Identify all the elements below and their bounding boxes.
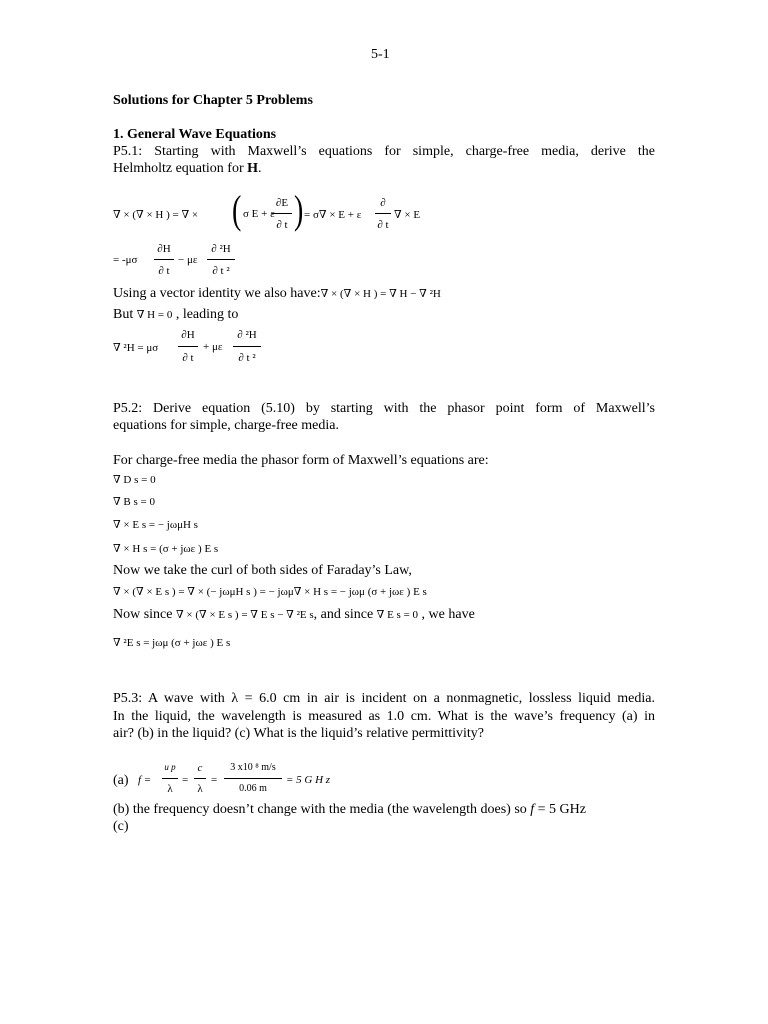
p51-text: Helmholtz equation for xyxy=(113,161,248,176)
eq3-frac2-bar xyxy=(233,346,261,347)
p53-a-frac1-den: λ xyxy=(167,783,173,795)
b-f: f xyxy=(530,802,535,817)
eq1-frac1-bar xyxy=(272,213,292,214)
eq2-frac2-bar xyxy=(207,259,235,260)
p52-since-line xyxy=(113,606,475,624)
eq1-left-paren: ( xyxy=(231,187,242,232)
eq1-lhs: ∇ × (∇ × H ) = ∇ × xyxy=(113,209,199,221)
p52-eq-gauss-d: ∇ D s = 0 xyxy=(113,474,156,486)
since-text1: Now since xyxy=(113,607,176,622)
eq1-frac2-num: ∂ xyxy=(380,197,386,209)
but-text2: , leading to xyxy=(172,307,239,322)
p53-a-label: (a) xyxy=(113,773,129,788)
p53-a-frac3-den: 0.06 m xyxy=(239,783,267,794)
eq2-frac1-num: ∂H xyxy=(157,243,171,255)
eq1-frac2-den: ∂ t xyxy=(377,219,389,231)
eq3-frac1-num: ∂H xyxy=(181,329,195,341)
p51-bold-h: H xyxy=(247,161,259,176)
p51-period: . xyxy=(258,161,262,176)
but-line xyxy=(113,306,238,324)
eq2-frac2-num: ∂ ²H xyxy=(211,243,231,255)
since-eq2: ∇ E s = 0 xyxy=(376,609,419,621)
p53-a-frac3-num: 3 x10 ⁸ m/s xyxy=(230,762,276,773)
b-text2: = 5 GHz xyxy=(534,802,586,817)
p53-a-frac1-bar xyxy=(162,778,178,779)
eq3-frac2-den: ∂ t ² xyxy=(238,352,256,364)
identity-line xyxy=(113,285,441,303)
eq1-frac1-num: ∂E xyxy=(275,197,289,209)
p53-statement-line3: air? (b) in the liquid? (c) What is the liquid’s relative permittivity? xyxy=(113,726,485,741)
eq1-term: σ E + ε xyxy=(243,208,275,220)
page-title: Solutions for Chapter 5 Problems xyxy=(113,93,313,108)
since-text3: , we have xyxy=(418,607,475,622)
p52-statement-line2: equations for simple, charge-free media. xyxy=(113,418,339,433)
eq2-frac1-bar xyxy=(154,259,174,260)
p52-eq-ampere: ∇ × H s = (σ + jωε ) E s xyxy=(113,543,219,555)
p53-a-eq1: = xyxy=(182,774,189,786)
p52-curl-eq: ∇ × (∇ × E s ) = ∇ × (− jωμH s ) = − jωμ∇ × H s = − jωμ (σ + jωε ) E s xyxy=(113,586,427,598)
p53-a-frac2-bar xyxy=(194,778,206,779)
eq3-frac1-bar xyxy=(178,346,198,347)
eq1-tail: ∇ × E xyxy=(394,209,421,221)
since-text2: , and since xyxy=(313,607,377,622)
p53-a-eq2: = xyxy=(211,774,218,786)
p52-final-eq: ∇ ²E s = jωμ (σ + jωε ) E s xyxy=(113,637,231,649)
eq3-frac2-num: ∂ ²H xyxy=(237,329,257,341)
p52-intro: For charge-free media the phasor form of Maxwell’s equations are: xyxy=(113,453,489,468)
eq3-mid: + με xyxy=(203,341,223,353)
p51-statement-line1: P5.1: Starting with Maxwell’s equations for simple, charge-free media, derive the xyxy=(113,144,655,159)
p51-statement-line2 xyxy=(113,160,262,177)
eq2-frac2-den: ∂ t ² xyxy=(212,265,230,277)
p53-a-frac3-bar xyxy=(224,778,282,779)
p53-c-label: (c) xyxy=(113,819,129,834)
p53-a-f: f = xyxy=(138,774,152,786)
p53-a-frac2-den: λ xyxy=(197,783,203,795)
p53-statement-line2: In the liquid, the wavelength is measured as 1.0 cm. What is the wave’s frequency (a) in xyxy=(113,709,655,724)
p53-a-frac1-num: u p xyxy=(164,762,176,772)
eq1-frac1-den: ∂ t xyxy=(276,219,288,231)
eq3-frac1-den: ∂ t xyxy=(182,352,194,364)
eq2-mid: − με xyxy=(178,254,198,266)
eq2-lead: = -μσ xyxy=(113,254,138,266)
eq2-frac1-den: ∂ t xyxy=(158,265,170,277)
eq1-frac2-bar xyxy=(375,213,391,214)
p52-eq-faraday: ∇ × E s = − jωμH s xyxy=(113,519,198,531)
identity-text: Using a vector identity we also have: xyxy=(113,286,321,301)
section-title: 1. General Wave Equations xyxy=(113,127,277,142)
p53-a-frac2-num: c xyxy=(197,762,203,774)
p53-statement-line1: P5.3: A wave with λ = 6.0 cm in air is incident on a nonmagnetic, lossless liquid media. xyxy=(113,691,655,706)
p52-curl-text: Now we take the curl of both sides of Faraday’s Law, xyxy=(113,563,412,578)
page-number: 5-1 xyxy=(371,47,390,62)
but-eq: ∇ H = 0 xyxy=(136,309,173,321)
but-text: But xyxy=(113,307,137,322)
eq3-lead: ∇ ²H = μσ xyxy=(113,342,159,354)
p52-eq-gauss-b: ∇ B s = 0 xyxy=(113,496,156,508)
eq1-rhs: = σ∇ × E + ε xyxy=(304,209,362,221)
since-eq1: ∇ × (∇ × E s ) = ∇ E s − ∇ ²E s xyxy=(176,609,314,621)
p52-statement-line1: P5.2: Derive equation (5.10) by starting with the phasor point form of Maxwell’s xyxy=(113,401,655,416)
p53-b-line xyxy=(113,801,586,818)
p53-a-result: = 5 G H z xyxy=(286,774,331,786)
identity-eq: ∇ × (∇ × H ) = ∇ H − ∇ ²H xyxy=(320,288,441,300)
b-text1: (b) the frequency doesn’t change with the media (the wavelength does) so xyxy=(113,802,531,817)
eq1-right-paren: ) xyxy=(293,187,304,232)
